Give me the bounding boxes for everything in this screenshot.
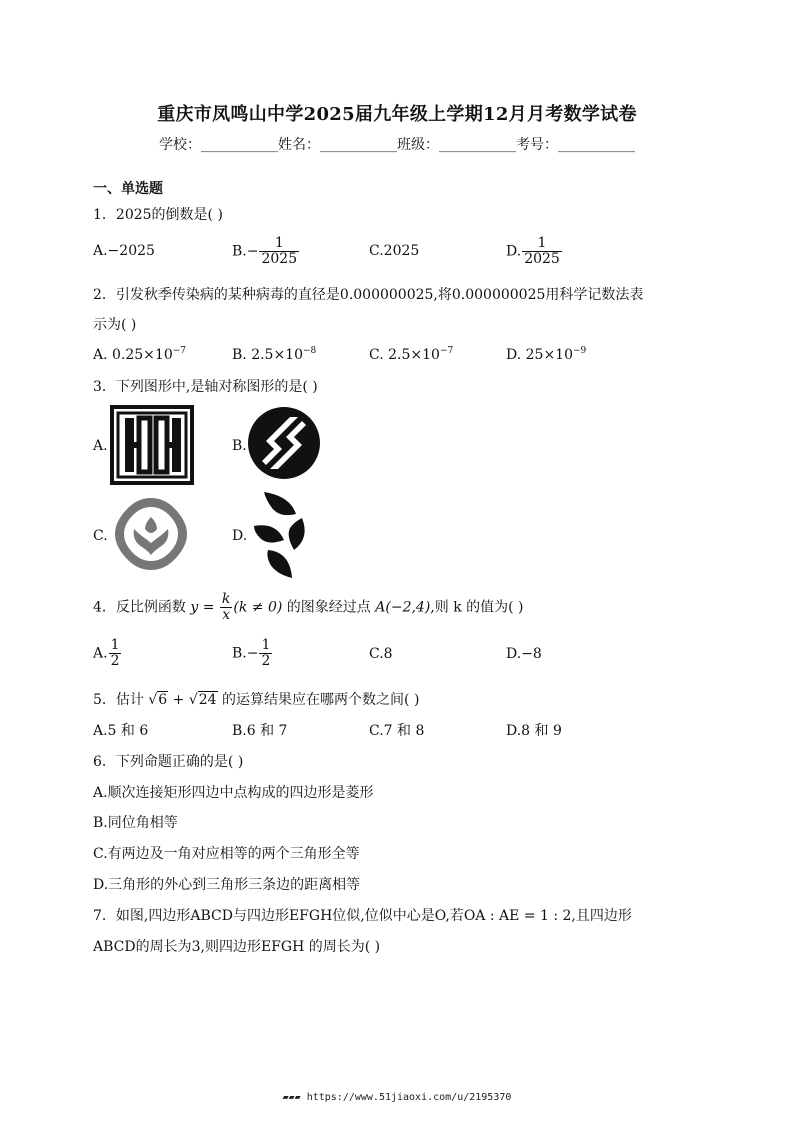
q3-option-b-label: B. bbox=[232, 438, 247, 454]
q5-radicand-2: 24 bbox=[198, 692, 217, 708]
q1-option-d bbox=[506, 236, 563, 267]
q1-option-a: A.−2025 bbox=[93, 243, 155, 259]
section-heading: 一、单选题 bbox=[93, 181, 163, 197]
q4-option-d: D.−8 bbox=[506, 646, 542, 662]
q3-figure-d bbox=[250, 488, 314, 582]
q2-option-c bbox=[369, 346, 453, 363]
q4-condition: (k ≠ 0) bbox=[233, 599, 283, 616]
q1-b-num: 1 bbox=[274, 235, 284, 251]
q4-b-num: 1 bbox=[261, 637, 271, 653]
q3-option-a-label: A. bbox=[93, 438, 108, 454]
q2-c-base: C. 2.5×10 bbox=[369, 347, 440, 363]
q5-option-b: B.6 和 7 bbox=[232, 723, 288, 739]
question-6-stem: 6．下列命题正确的是( ) bbox=[93, 754, 244, 770]
q1-b-fraction bbox=[259, 236, 299, 267]
exam-title: 重庆市凤鸣山中学2025届九年级上学期12月月考数学试卷 bbox=[157, 104, 637, 125]
q2-c-exp: −7 bbox=[439, 346, 454, 356]
q4-function-fraction bbox=[220, 592, 232, 623]
q5-stem-pre: 5．估计 √ bbox=[93, 692, 158, 708]
q1-b-prefix: B.− bbox=[232, 243, 259, 260]
question-1-stem: 1．2025的倒数是( ) bbox=[93, 207, 223, 223]
q3-figure-c bbox=[112, 495, 190, 573]
q4-point: A(−2,4) bbox=[375, 599, 431, 616]
q3-option-c-label: C. bbox=[93, 528, 108, 544]
q4-b-prefix: B.− bbox=[232, 645, 259, 662]
q4-a-prefix: A. bbox=[93, 645, 108, 662]
q4-a-fraction bbox=[109, 638, 122, 669]
q4-stem-post: ,则 k 的值为( ) bbox=[430, 599, 524, 616]
q2-a-base: A. 0.25×10 bbox=[93, 347, 173, 363]
q5-option-c: C.7 和 8 bbox=[369, 723, 425, 739]
q5-plus: + √ bbox=[168, 692, 198, 708]
q3-figure-a bbox=[110, 405, 194, 485]
q4-option-b bbox=[232, 638, 273, 669]
q5-stem-post: 的运算结果应在哪两个数之间( ) bbox=[217, 692, 420, 708]
q2-b-exp: −8 bbox=[303, 346, 317, 356]
q4-y: y bbox=[190, 599, 199, 616]
q4-stem-mid: 的图象经过点 bbox=[282, 599, 376, 616]
q6-option-b: B.同位角相等 bbox=[93, 815, 178, 831]
q4-option-a bbox=[93, 638, 122, 669]
question-4-stem bbox=[93, 592, 524, 623]
question-2-line-1: 2．引发秋季传染病的某种病毒的直径是0.000000025,将0.000000025用科学记数法表 bbox=[93, 287, 644, 303]
q4-x: x bbox=[220, 607, 232, 623]
q5-radicand-1: 6 bbox=[158, 692, 168, 708]
q6-option-a: A.顺次连接矩形四边中点构成的四边形是菱形 bbox=[93, 785, 374, 801]
question-3-stem: 3．下列图形中,是轴对称图形的是( ) bbox=[93, 379, 318, 395]
q5-option-a: A.5 和 6 bbox=[93, 723, 149, 739]
q4-option-c: C.8 bbox=[369, 646, 393, 662]
q1-d-num: 1 bbox=[537, 235, 547, 251]
question-5-stem bbox=[93, 689, 419, 709]
q1-option-b bbox=[232, 236, 300, 267]
q2-option-b bbox=[232, 346, 316, 363]
q2-d-base: D. 25×10 bbox=[506, 347, 573, 363]
q4-b-den: 2 bbox=[261, 653, 271, 669]
q4-a-num: 1 bbox=[110, 637, 120, 653]
footer-watermark-url: ▰▰▰ https://www.51jiaoxi.com/u/2195370 bbox=[282, 1092, 512, 1103]
q1-d-prefix: D. bbox=[506, 243, 522, 260]
q3-figure-b bbox=[246, 405, 322, 481]
question-7-line-1: 7．如图,四边形ABCD与四边形EFGH位似,位似中心是O,若OA : AE = 1 : 2,且四边形 bbox=[93, 908, 632, 924]
q4-k: k bbox=[221, 591, 231, 607]
q2-a-exp: −7 bbox=[172, 346, 187, 356]
q3-option-d-label: D. bbox=[232, 528, 248, 544]
q6-option-c: C.有两边及一角对应相等的两个三角形全等 bbox=[93, 846, 360, 862]
q4-a-den: 2 bbox=[110, 653, 120, 669]
q2-b-base: B. 2.5×10 bbox=[232, 347, 303, 363]
q1-d-fraction bbox=[522, 236, 562, 267]
q4-b-fraction bbox=[259, 638, 272, 669]
q2-d-exp: −9 bbox=[573, 346, 587, 356]
q2-option-d bbox=[506, 346, 586, 363]
q2-option-a bbox=[93, 346, 186, 363]
q4-stem-pre: 4．反比例函数 bbox=[93, 599, 191, 616]
q5-option-d: D.8 和 9 bbox=[506, 723, 562, 739]
q4-eq: = bbox=[198, 599, 219, 616]
question-7-line-2: ABCD的周长为3,则四边形EFGH 的周长为( ) bbox=[93, 939, 381, 955]
q6-option-d: D.三角形的外心到三角形三条边的距离相等 bbox=[93, 877, 361, 893]
q1-b-den: 2025 bbox=[261, 251, 298, 267]
q1-option-c: C.2025 bbox=[369, 243, 420, 259]
q1-d-den: 2025 bbox=[524, 251, 560, 267]
question-2-line-2: 示为( ) bbox=[93, 317, 137, 333]
student-info-line: 学校：___________姓名：___________班级：___________考号：___________ bbox=[159, 137, 635, 153]
